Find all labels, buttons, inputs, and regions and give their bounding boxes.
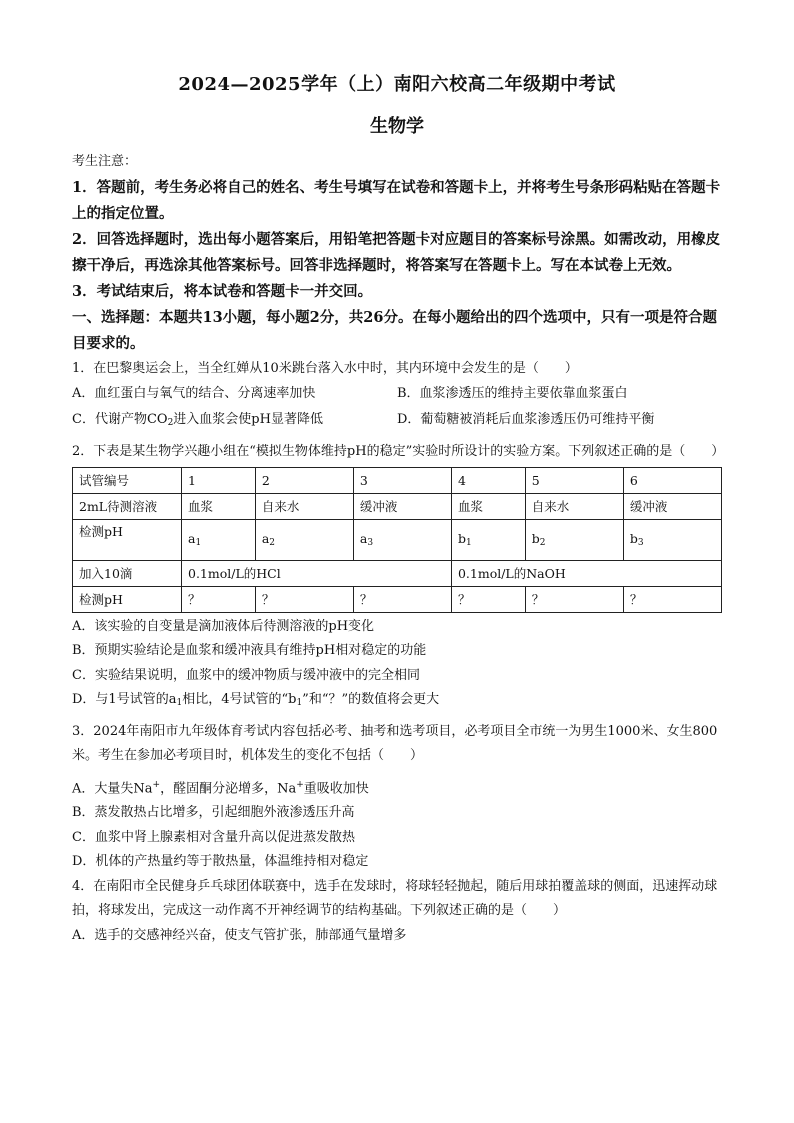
subscript: 1 — [465, 538, 472, 548]
table-cell: 2 — [255, 467, 353, 493]
ph-symbol: a — [359, 531, 368, 546]
option-text: A．大量失Na — [72, 780, 153, 796]
question-1-options-row1 — [72, 381, 722, 407]
subject-title: 生物学 — [370, 116, 424, 137]
subscript: 3 — [637, 538, 644, 548]
option-text: ，醛固酮分泌增多，Na — [160, 780, 297, 796]
table-row — [73, 493, 722, 519]
table-row — [73, 586, 722, 612]
option-text: 相比，4号试管的“b — [182, 692, 297, 707]
ph-symbol: a — [261, 531, 270, 546]
table-cell: ？ — [525, 586, 623, 612]
table-cell: ？ — [451, 586, 525, 612]
table-cell: 加入10滴 — [73, 560, 182, 586]
question-4-stem: 4．在南阳市全民健身乒乓球团体联赛中，选手在发球时，将球轻轻抛起，随后用球拍覆盖球的侧面，迅速挥动球拍，将球发出，完成这一动作离不开神经调节的结构基础。下列叙述正确的是（ ） — [72, 878, 718, 919]
question-1-stem: 1．在巴黎奥运会上，当全红婵从10米跳台落入水中时，其内环境中会发生的是（ ） — [72, 360, 578, 376]
question-3-stem: 3．2024年南阳市九年级体育考试内容包括必考、抽考和选考项目，必考项目全市统一为男生1000米、女生800米。考生在参加必考项目时，机体发生的变化不包括（ ） — [72, 723, 718, 763]
table-cell: 3 — [353, 467, 451, 493]
table-cell — [451, 519, 525, 560]
ph-symbol: b — [457, 531, 466, 546]
option-text: D．与1号试管的a — [72, 692, 177, 707]
ph-symbol: b — [531, 531, 540, 546]
question-2-option-a: A．该实验的自变量是滴加液体后待测溶液的pH变化 — [72, 618, 375, 634]
table-row — [73, 519, 722, 560]
table-cell: 0.1mol/L的NaOH — [451, 560, 721, 586]
table-cell: 1 — [182, 467, 256, 493]
table-cell: 6 — [623, 467, 721, 493]
table-cell: 缓冲液 — [353, 493, 451, 519]
question-1-option-d: D．葡萄糖被消耗后血浆渗透压仍可维持平衡 — [397, 412, 655, 427]
option-text: 重吸收加快 — [303, 780, 369, 796]
option-text: ”和“？”的数值将会更大 — [302, 692, 440, 707]
table-cell: 检测pH — [73, 586, 182, 612]
notice-item-1: 1．答题前，考生务必将自己的姓名、考生号填写在试卷和答题卡上，并将考生号条形码粘贴在答题卡上的指定位置。 — [72, 178, 721, 222]
question-3-option-d: D．机体的产热量约等于散热量，体温维持相对稳定 — [72, 854, 369, 870]
question-2-option-b: B．预期实验结论是血浆和缓冲液具有维持pH相对稳定的功能 — [72, 643, 427, 658]
superscript: + — [152, 779, 161, 790]
table-cell: 缓冲液 — [623, 493, 721, 519]
subscript: 1 — [176, 698, 183, 708]
ph-symbol: a — [188, 531, 196, 546]
option-c-text: C．代谢产物CO — [72, 412, 168, 427]
experiment-table — [72, 467, 722, 613]
ph-symbol: b — [629, 531, 638, 546]
subscript: 1 — [195, 538, 202, 548]
question-2-option-c: C．实验结果说明，血浆中的缓冲物质与缓冲液中的完全相同 — [72, 667, 420, 683]
subscript: 2 — [539, 538, 546, 548]
table-row — [73, 467, 722, 493]
notice-heading: 考生注意： — [72, 154, 138, 169]
table-cell — [353, 519, 451, 560]
exam-page — [72, 70, 725, 948]
table-cell — [182, 519, 256, 560]
table-cell: ？ — [623, 586, 721, 612]
question-2-option-d — [72, 688, 722, 716]
subscript: 2 — [269, 538, 275, 548]
notice-item-3: 3．考试结束后，将本试卷和答题卡一并交回。 — [72, 282, 373, 300]
subscript: 2 — [167, 418, 174, 428]
table-cell — [525, 519, 623, 560]
table-cell: 自来水 — [525, 493, 623, 519]
table-cell: ？ — [182, 586, 256, 612]
question-3-option-b: B．蒸发散热占比增多，引起细胞外液渗透压升高 — [72, 805, 355, 821]
question-3-option-a — [72, 773, 722, 802]
table-cell: 4 — [451, 467, 525, 493]
question-1-option-c — [72, 407, 397, 436]
table-cell: 5 — [525, 467, 623, 493]
question-2-stem: 2．下表是某生物学兴趣小组在“模拟生物体维持pH的稳定”实验时所设计的实验方案。下列叙述正确的是（ ） — [72, 444, 725, 459]
table-cell: ？ — [353, 586, 451, 612]
question-3-option-c: C．血浆中肾上腺素相对含量升高以促进蒸发散热 — [72, 829, 355, 845]
table-row — [73, 560, 722, 586]
subscript: 3 — [367, 538, 374, 548]
table-cell: 检测pH — [73, 519, 182, 560]
table-cell: 0.1mol/L的HCl — [182, 560, 452, 586]
notice-item-2: 2．回答选择题时，选出每小题答案后，用铅笔把答题卡对应题目的答案标号涂黑。如需改动，用橡皮擦干净后，再选涂其他答案标号。回答非选择题时，将答案写在答题卡上。写在本试卷上无效。 — [72, 230, 721, 274]
superscript: + — [296, 779, 304, 790]
table-cell: 2mL待测溶液 — [73, 493, 182, 519]
table-cell: 血浆 — [182, 493, 256, 519]
subscript: 1 — [296, 698, 303, 708]
table-cell: ？ — [255, 586, 353, 612]
question-1-option-a: A．血红蛋白与氧气的结合、分离速率加快 — [72, 386, 316, 401]
section-heading: 一、选择题：本题共13小题，每小题2分，共26分。在每小题给出的四个选项中，只有一项是符合题目要求的。 — [72, 308, 717, 352]
table-cell — [623, 519, 721, 560]
table-cell: 血浆 — [451, 493, 525, 519]
question-1-options-row2 — [72, 407, 722, 436]
table-cell: 自来水 — [255, 493, 353, 519]
table-cell: 试管编号 — [73, 467, 182, 493]
exam-title: 2024—2025学年（上）南阳六校高二年级期中考试 — [178, 74, 616, 95]
table-cell — [255, 519, 353, 560]
question-1-option-b: B．血浆渗透压的维持主要依靠血浆蛋白 — [397, 386, 628, 401]
question-4-option-a: A．选手的交感神经兴奋，使支气管扩张，肺部通气量增多 — [72, 927, 407, 943]
option-c-text-rest: 进入血浆会使pH显著降低 — [173, 412, 323, 427]
